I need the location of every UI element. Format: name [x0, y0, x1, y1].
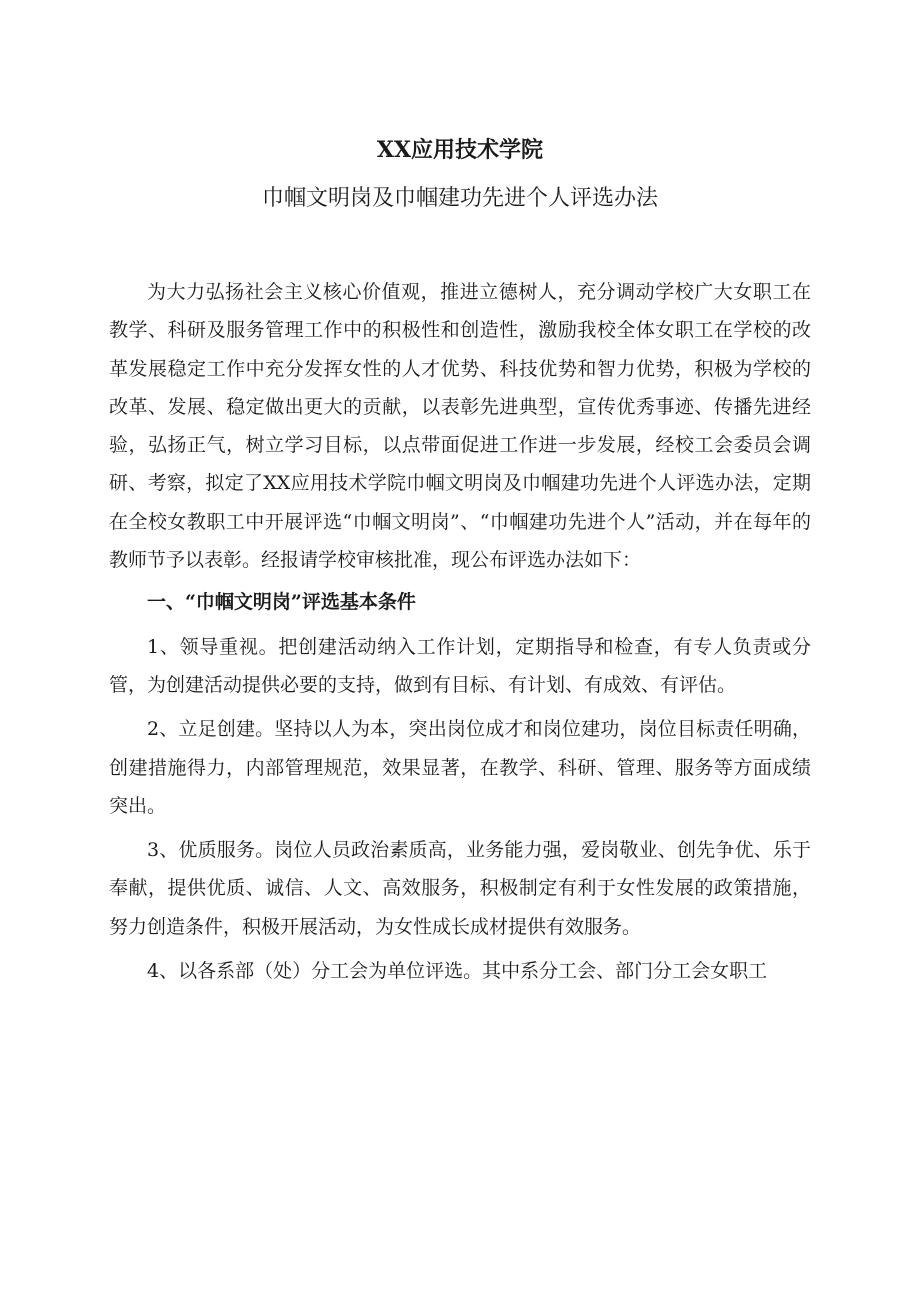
condition-item-1: 1、领导重视。把创建活动纳入工作计划，定期指导和检查，有专人负责或分管，为创建活动提供必要的支持，做到有目标、有计划、有成效、有评估。 [109, 635, 811, 696]
condition-item-2: 2、立足创建。坚持以人为本，突出岗位成才和岗位建功，岗位目标责任明确，创建措施得力，内部管理规范，效果显著，在教学、科研、管理、服务等方面成绩突出。 [109, 718, 811, 817]
section1-heading: 一、“巾帼文明岗”评选基本条件 [147, 591, 416, 614]
document-title-line1: XX应用技术学院 [376, 137, 544, 163]
document-body [109, 273, 811, 990]
condition-item-4: 4、以各系部（处）分工会为单位评选。其中系分工会、部门分工会女职工 [147, 960, 768, 983]
condition-item-3: 3、优质服务。岗位人员政治素质高，业务能力强，爱岗敬业、创先争优、乐于奉献，提供优质、诚信、人文、高效服务，积极制定有利于女性发展的政策措施，努力创造条件，积极开展活动，为女性成长成材提供有效服务。 [109, 839, 811, 938]
intro-paragraph: 为大力弘扬社会主义核心价值观，推进立德树人，充分调动学校广大女职工在教学、科研及服务管理工作中的积极性和创造性，激励我校全体女职工在学校的改革发展稳定工作中充分发挥女性的人才优势、科技优势和智力优势，积极为学校的改革、发展、稳定做出更大的贡献，以表彰先进典型，宣传优秀事迹、传播先进经验，弘扬正气，树立学习目标，以点带面促进工作进一步发展，经校工会委员会调研、考察，拟定了XX应用技术学院巾帼文明岗及巾帼建功先进个人评选办法，定期在全校女教职工中开展评选“巾帼文明岗”、“巾帼建功先进个人”活动，并在每年的教师节予以表彰。经报请学校审核批准，现公布评选办法如下： [109, 281, 811, 572]
document-title-line2: 巾帼文明岗及巾帼建功先进个人评选办法 [261, 186, 658, 211]
